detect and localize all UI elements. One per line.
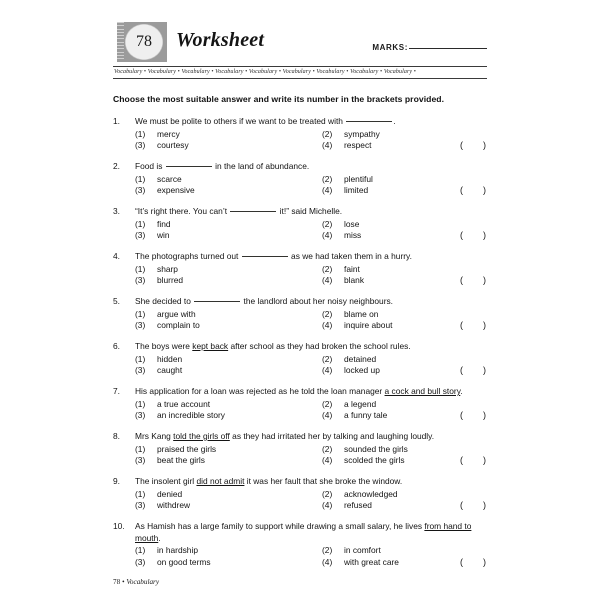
option-3[interactable] (135, 455, 205, 467)
question-stem (113, 251, 487, 263)
option-3[interactable] (135, 320, 200, 332)
option-number: (4) (322, 185, 333, 195)
option-label: in comfort (344, 545, 381, 555)
stem-text-tail: as they had irritated her by talking and laughing loudly. (229, 431, 435, 441)
instruction-text: Choose the most suitable answer and write its number in the brackets provided. (113, 94, 445, 104)
option-label: blank (344, 275, 365, 285)
option-2[interactable] (322, 354, 376, 366)
stem-text: The boys were (135, 341, 193, 351)
option-number: (1) (135, 488, 146, 499)
answer-bracket[interactable]: ( ) (460, 455, 486, 465)
underlined-phrase: a cock and bull story (384, 386, 461, 396)
answer-bracket[interactable]: ( ) (460, 320, 486, 330)
option-3[interactable] (135, 557, 211, 569)
option-label: a legend (344, 398, 377, 409)
underlined-phrase: from hand to mouth (135, 521, 472, 543)
question-number: 5. (113, 296, 120, 306)
option-group (113, 174, 487, 197)
option-row (135, 275, 487, 287)
stem-text: She decided to (135, 296, 194, 306)
option-1[interactable] (135, 309, 196, 321)
stem-text-tail: as we had taken them in a hurry. (288, 251, 412, 261)
option-number: (1) (135, 545, 146, 555)
option-number: (4) (322, 140, 333, 150)
option-label: with great care (344, 556, 399, 567)
option-4[interactable] (322, 557, 399, 569)
option-row (135, 545, 487, 557)
option-group (113, 399, 487, 422)
answer-bracket[interactable]: ( ) (460, 365, 486, 375)
option-row (135, 185, 487, 197)
option-3[interactable] (135, 185, 195, 197)
answer-blank[interactable] (242, 255, 288, 257)
option-number: (4) (322, 230, 333, 240)
option-label: in hardship (157, 545, 198, 555)
option-group (113, 444, 487, 467)
option-number: (2) (322, 443, 333, 454)
answer-bracket[interactable]: ( ) (460, 275, 486, 285)
option-group (113, 489, 487, 512)
option-label: on good terms (157, 556, 211, 567)
option-label: sounded the girls (344, 443, 408, 454)
option-number: (1) (135, 398, 146, 409)
option-label: courtesy (157, 140, 189, 150)
question-item (113, 161, 487, 197)
option-label: win (157, 230, 170, 240)
option-3[interactable] (135, 365, 182, 377)
stem-text: The insolent girl (135, 476, 197, 486)
footer-separator: • (120, 578, 127, 586)
question-number: 2. (113, 161, 120, 171)
option-row (135, 444, 487, 456)
question-stem (113, 341, 487, 353)
option-row (135, 230, 487, 242)
option-label: faint (344, 263, 360, 274)
option-2[interactable] (322, 264, 360, 276)
question-stem (113, 116, 487, 128)
option-4[interactable] (322, 140, 371, 152)
option-2[interactable] (322, 399, 376, 411)
option-row (135, 557, 487, 569)
question-stem (113, 386, 487, 398)
option-label: blurred (157, 275, 184, 285)
option-2[interactable] (322, 489, 398, 501)
option-1[interactable] (135, 174, 182, 186)
question-stem (113, 431, 487, 443)
option-number: (2) (322, 545, 333, 555)
option-label: blame on (344, 308, 379, 319)
option-row (135, 264, 487, 276)
option-number: (3) (135, 410, 146, 420)
option-4[interactable] (322, 500, 372, 512)
option-number: (3) (135, 230, 146, 240)
option-1[interactable] (135, 399, 210, 411)
worksheet-sheet (113, 22, 487, 586)
option-label: locked up (344, 365, 380, 375)
option-row (135, 489, 487, 501)
option-group (113, 354, 487, 377)
underlined-phrase: told the girls off (173, 431, 230, 441)
question-item (113, 206, 487, 242)
option-number: (3) (135, 365, 146, 375)
option-label: hidden (157, 353, 183, 364)
option-number: (3) (135, 455, 146, 465)
option-group (113, 264, 487, 287)
question-number: 6. (113, 341, 120, 351)
option-number: (1) (135, 443, 146, 454)
option-2[interactable] (322, 545, 381, 557)
option-row (135, 129, 487, 141)
option-label: sympathy (344, 128, 380, 139)
answer-blank[interactable] (230, 210, 276, 212)
stem-text-tail: the landlord about her noisy neighbours. (241, 296, 394, 306)
option-1[interactable] (135, 219, 171, 231)
answer-bracket[interactable]: ( ) (460, 230, 486, 240)
option-4[interactable] (322, 230, 361, 242)
option-label: withdrew (157, 500, 191, 510)
option-1[interactable] (135, 354, 182, 366)
option-row (135, 410, 487, 422)
option-4[interactable] (322, 320, 392, 332)
worksheet-number: 78 (136, 33, 152, 50)
stem-text: Food is (135, 161, 165, 171)
option-label: praised the girls (157, 443, 217, 454)
option-number: (2) (322, 308, 333, 319)
answer-blank[interactable] (194, 300, 240, 302)
option-number: (3) (135, 275, 146, 285)
option-row (135, 320, 487, 332)
option-label: refused (344, 500, 372, 510)
option-row (135, 354, 487, 366)
option-number: (2) (322, 353, 333, 364)
option-2[interactable] (322, 219, 359, 231)
option-3[interactable] (135, 275, 183, 287)
question-item (113, 386, 487, 422)
marks-blank-line[interactable] (409, 47, 487, 49)
question-list (113, 116, 487, 568)
option-number: (2) (322, 218, 333, 229)
option-number: (2) (322, 398, 333, 409)
option-number: (4) (322, 556, 333, 567)
stem-text-tail: . (460, 386, 463, 396)
option-row (135, 365, 487, 377)
option-1[interactable] (135, 444, 216, 456)
option-number: (2) (322, 488, 333, 499)
option-row (135, 455, 487, 467)
option-3[interactable] (135, 230, 170, 242)
option-label: expensive (157, 185, 195, 195)
stem-text: “It’s right there. You can’t (135, 206, 230, 216)
option-number: (1) (135, 263, 146, 274)
option-group (113, 309, 487, 332)
option-label: a funny tale (344, 410, 388, 420)
option-2[interactable] (322, 444, 408, 456)
question-stem (113, 476, 487, 488)
footer-section: Vocabulary (126, 578, 160, 586)
stem-text: His application for a loan was rejected as he told the loan manager (135, 386, 385, 396)
marks-field[interactable] (372, 43, 487, 52)
option-number: (3) (135, 500, 146, 510)
option-group (113, 545, 487, 568)
option-label: find (157, 218, 171, 229)
footer-page-number: 78 (113, 578, 121, 586)
option-4[interactable] (322, 455, 405, 467)
option-number: (4) (322, 455, 333, 465)
option-label: mercy (157, 128, 180, 139)
answer-bracket[interactable]: ( ) (460, 410, 486, 420)
option-label: beat the girls (157, 455, 205, 465)
option-row (135, 399, 487, 411)
option-number: (2) (322, 263, 333, 274)
question-item (113, 296, 487, 332)
stem-text: Mrs Kang (135, 431, 174, 441)
option-number: (1) (135, 353, 146, 364)
option-label: denied (157, 488, 183, 499)
option-label: scolded the girls (344, 455, 405, 465)
option-number: (2) (322, 173, 333, 184)
option-1[interactable] (135, 545, 198, 557)
question-item (113, 476, 487, 512)
stem-text-tail: in the land of abundance. (212, 161, 310, 171)
option-number: (3) (135, 140, 146, 150)
option-label: acknowledged (344, 488, 398, 499)
option-number: (4) (322, 275, 333, 285)
option-4[interactable] (322, 410, 387, 422)
page-footer (113, 578, 487, 586)
header-divider-bottom (113, 78, 487, 79)
option-row (135, 219, 487, 231)
stem-text-tail: after school as they had broken the school rules. (228, 341, 411, 351)
question-stem (113, 521, 487, 544)
option-number: (4) (322, 365, 333, 375)
option-number: (3) (135, 556, 146, 567)
option-label: an incredible story (157, 410, 225, 420)
option-row (135, 174, 487, 186)
option-3[interactable] (135, 500, 190, 512)
option-label: sharp (157, 263, 178, 274)
option-number: (3) (135, 185, 146, 195)
option-label: detained (344, 353, 377, 364)
question-number: 9. (113, 476, 120, 486)
stem-text: We must be polite to others if we want to be treated with (135, 116, 346, 126)
vocabulary-strip: Vocabulary • Vocabulary • Vocabulary • Vocabulary • Vocabulary • Vocabulary • Vocabulary • Vocabulary • Vocabulary • (114, 69, 416, 75)
option-number: (2) (322, 128, 333, 139)
stem-text-tail: . (393, 116, 396, 126)
question-item (113, 521, 487, 568)
option-label: plentiful (344, 173, 373, 184)
option-1[interactable] (135, 129, 180, 141)
option-2[interactable] (322, 174, 373, 186)
option-number: (1) (135, 308, 146, 319)
option-1[interactable] (135, 264, 178, 276)
question-item (113, 431, 487, 467)
stem-text: The photographs turned out (135, 251, 241, 261)
stem-text: As Hamish has a large family to support while drawing a small salary, he lives (135, 521, 425, 531)
option-number: (1) (135, 218, 146, 229)
option-row (135, 140, 487, 152)
answer-bracket[interactable]: ( ) (460, 556, 486, 567)
option-label: caught (157, 365, 183, 375)
option-row (135, 309, 487, 321)
question-item (113, 116, 487, 152)
option-label: limited (344, 185, 369, 195)
option-number: (4) (322, 500, 333, 510)
option-number: (4) (322, 320, 333, 330)
question-number: 10. (113, 521, 125, 531)
option-group (113, 129, 487, 152)
spiral-binding-icon (117, 22, 124, 62)
question-item (113, 251, 487, 287)
answer-bracket[interactable]: ( ) (460, 185, 486, 195)
option-label: scarce (157, 173, 182, 184)
option-label: argue with (157, 308, 196, 319)
worksheet-header (113, 22, 487, 66)
option-3[interactable] (135, 140, 189, 152)
worksheet-number-badge (117, 22, 167, 62)
option-4[interactable] (322, 185, 368, 197)
stem-text-tail: . (158, 532, 161, 543)
stem-text-tail: it was her fault that she broke the window. (244, 476, 403, 486)
question-number: 1. (113, 116, 120, 126)
stem-text-tail: it!” said Michelle. (277, 206, 343, 216)
option-label: inquire about (344, 320, 393, 330)
question-number: 3. (113, 206, 120, 216)
underlined-phrase: did not admit (196, 476, 245, 486)
question-stem (113, 206, 487, 218)
option-number: (1) (135, 128, 146, 139)
question-number: 8. (113, 431, 120, 441)
option-number: (3) (135, 320, 146, 330)
option-label: lose (344, 218, 360, 229)
option-label: complain to (157, 320, 200, 330)
option-number: (4) (322, 410, 333, 420)
question-number: 4. (113, 251, 120, 261)
question-stem (113, 161, 487, 173)
page-title: Worksheet (176, 29, 265, 51)
option-label: respect (344, 140, 372, 150)
question-stem (113, 296, 487, 308)
option-row (135, 500, 487, 512)
option-number: (1) (135, 173, 146, 184)
option-4[interactable] (322, 365, 380, 377)
answer-blank[interactable] (346, 120, 392, 122)
option-label: miss (344, 230, 362, 240)
marks-label: MARKS: (372, 43, 408, 52)
answer-bracket[interactable]: ( ) (460, 140, 486, 150)
option-label: a true account (157, 398, 211, 409)
question-item (113, 341, 487, 377)
question-number: 7. (113, 386, 120, 396)
underlined-phrase: kept back (192, 341, 229, 351)
answer-blank[interactable] (166, 165, 212, 167)
option-1[interactable] (135, 489, 182, 501)
answer-bracket[interactable]: ( ) (460, 500, 486, 510)
option-group (113, 219, 487, 242)
option-2[interactable] (322, 129, 380, 141)
option-2[interactable] (322, 309, 378, 321)
option-4[interactable] (322, 275, 364, 287)
option-3[interactable] (135, 410, 225, 422)
